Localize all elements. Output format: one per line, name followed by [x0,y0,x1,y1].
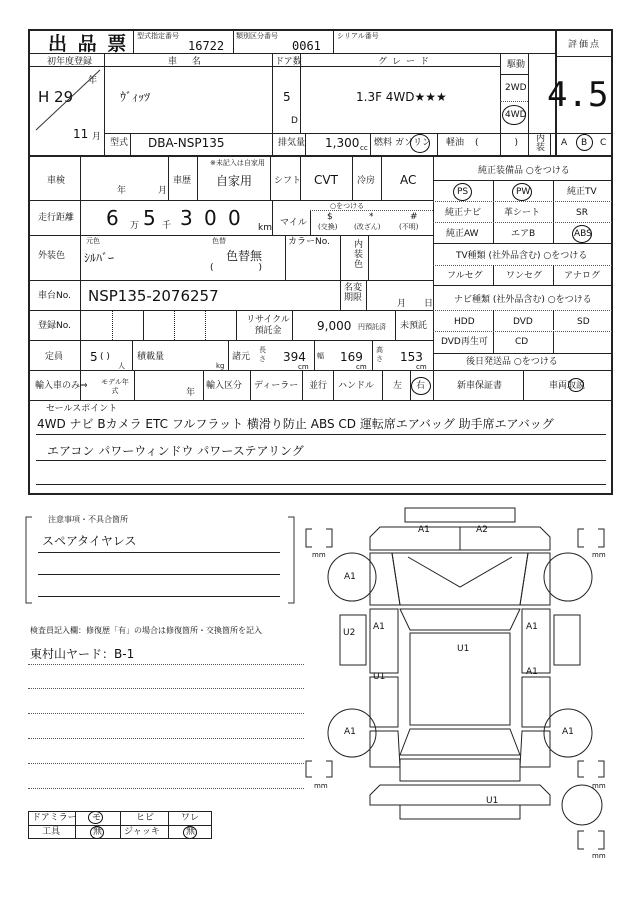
cc-unit: cc [360,144,368,152]
later-warranty: 新車保証書 [457,381,503,391]
repaint-label: 色替 [212,237,226,245]
drive-label: 駆動 [507,60,526,70]
height-cm: cm [416,363,427,371]
year-unit: 年 [88,76,98,86]
month-unit: 月 [92,132,102,142]
height-value: 153 [400,350,423,364]
kg-unit: kg [216,362,225,370]
mirror-value: モ [92,813,102,823]
width-label: 幅 [317,352,324,360]
chassis-value: NSP135-2076257 [88,287,219,305]
damage-mark: A2 [476,525,488,535]
recycle-label: リサイクル預託金 [246,315,290,336]
interior-b: B [581,138,588,148]
interior-label: 内装 [536,134,546,153]
ac-value: AC [400,173,417,187]
tool-circle [90,826,104,839]
recycle-unpaid: 未預託 [400,321,428,331]
first-reg-label: 初年度登録 [47,57,93,67]
drive-4wd-circle [502,105,526,125]
tv-oneseg: ワンセグ [506,271,543,281]
inspector-text: 東村山ヤード：B-1 [30,647,135,661]
mirror-label: ドアミラー [32,813,77,823]
dvd-cd: CD [515,337,529,347]
km-unit: km [258,223,272,233]
mm-unit: mm [312,551,326,559]
capacity-label: 定員 [45,352,64,362]
damage-mark: A1 [562,727,574,737]
model-label: 型式 [110,138,129,148]
load-label: 積載量 [137,352,165,362]
mm-unit: mm [592,782,606,790]
hibi-label: ヒビ [136,813,155,823]
orig-color-label: 元色 [86,237,100,245]
later-title: 後日発送品 ○をつける [466,357,558,367]
equip-leather: 革シート [504,208,541,218]
damage-mark: A1 [526,622,538,632]
star-sub: (改ざん) [354,223,381,231]
damage-mark: A1 [373,622,385,632]
sen-unit: 千 [162,221,172,231]
import-parallel: 並行 [309,381,328,391]
mile-label: マイル [280,218,307,228]
fuel-gas: ガソリン [395,138,432,148]
jack-label: ジャッキ [124,827,160,837]
sales-label: セールスポイント [46,404,118,414]
navi-title: ナビ種類 (社外品含む) ○をつける [454,295,592,305]
jack-circle [183,826,197,839]
mileage-digit4: 0 [204,206,217,230]
damage-mark: U1 [457,644,470,654]
handle-right-circle [411,377,431,395]
damage-mark: A1 [344,572,356,582]
import-label: 輸入車のみ⇒ [35,381,88,391]
model-year-label: モデル年式 [101,378,129,395]
repaint-paren: ( ) [210,263,263,273]
car-name: ｳﾞｨｯﾂ [120,90,151,104]
tv-fullseg: フルセグ [447,271,483,281]
navi-hdd: HDD [454,317,475,327]
mm-unit: mm [314,782,328,790]
history-value: 自家用 [216,174,253,188]
hash-mark: # [410,212,418,222]
car-diagram [300,505,630,865]
mark-instruction: ○をつける [330,202,365,210]
ac-label: 冷房 [357,176,376,186]
damage-mark: A1 [418,525,430,535]
mileage-digit2: 5 [143,206,156,230]
notes-text: スペアタイヤレス [42,534,137,548]
tool-value: 無 [93,827,103,837]
name-change-label: 名変期限 [344,283,363,303]
interior-b-circle [576,134,593,151]
tv-analog: アナログ [564,271,601,281]
later-manual: 車両取説 [549,381,586,391]
name-change-day: 日 [424,299,434,309]
dollar-mark: $ [327,212,333,222]
displacement-value: 1,300 [325,136,360,150]
length-label: 長さ [259,346,266,363]
equip-abs: ABS [574,229,592,239]
handle-left: 左 [393,381,403,391]
tv-title: TV種類 (社外品含む) ○をつける [456,251,588,261]
doors-value: 5 [283,90,291,104]
mileage-digit1: 6 [106,206,119,230]
damage-mark: U1 [486,796,499,806]
shift-label: シフト [274,176,302,186]
car-name-label: 車 名 [168,57,207,67]
model-value: DBA-NSP135 [148,136,225,150]
grade-label: グレード [378,57,435,67]
int-color-label: 内装色 [354,240,364,270]
equip-airbag: エアB [511,229,536,239]
jack-value: 無 [186,827,196,837]
dim-label: 諸元 [232,352,251,362]
shaken-label: 車検 [47,176,66,186]
diagonal-slash [32,68,104,132]
width-value: 169 [340,350,363,364]
first-reg-month: 11 [73,127,89,141]
hash-sub: (不明) [399,223,419,231]
orig-color: ｼﾙﾊﾞｰ [84,251,115,265]
height-label: 高さ [376,346,383,363]
fuel-label: 燃料 [374,138,393,148]
mm-unit: mm [592,852,606,860]
sales-line1: 4WD ナビ Bカメラ ETC フルフラット 横滑り防止 ABS CD 運転席エアバッグ 助手席エアバッグ [37,417,554,431]
width-cm: cm [356,363,367,371]
dvd-label: DVD再生可 [441,337,488,347]
model-no-label: 型式指定番号 [137,32,179,40]
recycle-unit: 円預託済 [358,323,386,331]
equip-sr: SR [576,208,588,218]
equip-abs-circle [572,225,592,243]
chassis-label: 車台No. [38,291,71,301]
equip-tv: 純正TV [567,187,597,197]
mileage-digit3: 3 [180,206,193,230]
regno-label: 登録No. [38,321,71,331]
inspector-label: 検査員記入欄：修復歴「有」の場合は修復箇所・交換箇所を記入 [30,626,262,635]
navi-dvd: DVD [513,317,533,327]
person-unit: 人 [118,362,125,370]
damage-mark: A1 [344,727,356,737]
damage-mark: U2 [343,628,356,638]
interior-a: A [561,138,568,148]
equip-ps-circle [453,183,472,201]
handle-right: 右 [416,381,426,391]
damage-mark: A1 [526,667,538,677]
recycle-value: 9,000 [317,319,352,333]
history-note: ※未記入は自家用 [210,159,265,167]
eval-score: 4.5 [547,75,609,115]
capacity-value: 5 [90,350,98,364]
equip-pw: PW [516,187,531,197]
color-label: 外装色 [38,251,66,261]
doors-label: ドア数 [275,57,302,67]
displacement-label: 排気量 [278,138,306,148]
ware-label: ワレ [181,813,200,823]
later-manual-circle [568,378,584,392]
serial-label: シリアル番号 [337,32,379,40]
color-no-label: カラーNo. [288,237,330,247]
form-title: 出 品 票 [48,33,129,55]
interior-c: C [600,138,607,148]
class-no-label: 類別区分番号 [236,32,278,40]
equip-title: 純正装備品 ○をつける [478,166,570,176]
shaken-year: 年 [117,186,127,196]
equip-ps: PS [457,187,469,197]
shaken-month: 月 [158,186,168,196]
fuel-diesel: 軽油 [446,138,465,148]
notes-label: 注意事項・不具合箇所 [48,515,128,524]
class-no: 0061 [292,39,321,53]
length-value: 394 [283,350,306,364]
fuel-gas-circle [410,134,430,153]
star-mark: * [369,212,374,222]
eval-label: 評価点 [568,40,602,50]
fuel-paren: ( ) [475,138,519,148]
model-year-unit: 年 [186,388,196,398]
handle-label: ハンドル [338,381,375,391]
length-cm: cm [298,363,309,371]
equip-pw-circle [512,183,532,201]
man-unit: 万 [130,221,140,231]
equip-aw: 純正AW [446,229,479,239]
navi-sd: SD [577,317,590,327]
repaint-value: 色替無 [226,249,263,263]
import-dealer: ディーラー [254,381,299,391]
drive-4wd: 4WD [505,110,527,120]
history-label: 車歴 [173,176,192,186]
doors-sub: D [291,116,298,126]
notes-bracket [24,515,296,607]
name-change-month: 月 [397,299,407,309]
tool-label: 工具 [42,827,61,837]
first-reg-year: H 29 [38,88,74,106]
equip-navi: 純正ナビ [445,208,482,218]
grade-value: 1.3F 4WD★★★ [356,90,447,104]
damage-mark: U1 [373,672,386,682]
capacity-paren: ( ) [100,352,110,362]
import-type-label: 輸入区分 [206,381,243,391]
mm-unit: mm [592,551,606,559]
mirror-circle [88,811,103,824]
shift-value: CVT [314,173,338,187]
sales-line2: エアコン パワーウィンドウ パワーステアリング [47,444,304,458]
dollar-sub: (交換) [318,223,338,231]
model-no: 16722 [188,39,225,53]
drive-2wd: 2WD [505,83,527,93]
mileage-digit5: 0 [228,206,241,230]
mileage-label: 走行距離 [38,213,75,223]
